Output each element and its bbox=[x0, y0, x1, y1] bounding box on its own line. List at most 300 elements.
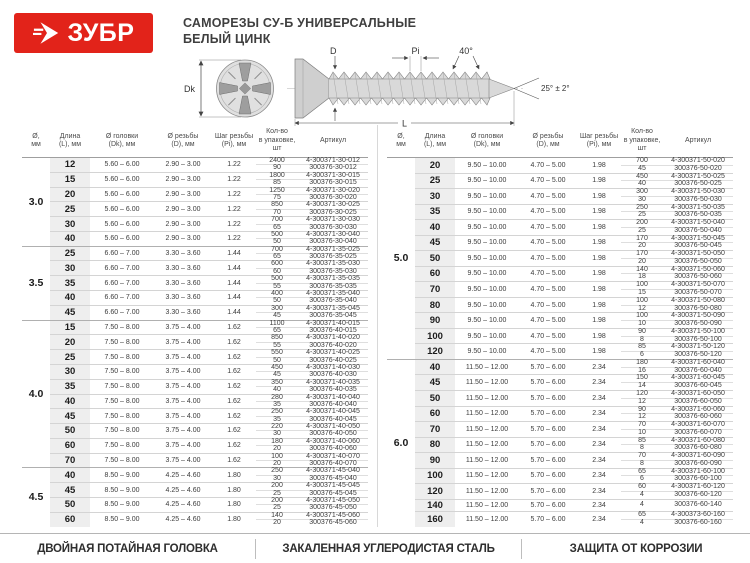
quantity-cell bbox=[256, 202, 298, 217]
article-value: 300376-30-030 bbox=[309, 223, 357, 231]
quantity-value: 40 bbox=[273, 386, 281, 394]
quantity-value: 1100 bbox=[256, 321, 298, 328]
quantity-cell bbox=[621, 344, 663, 360]
quantity-value: 300 bbox=[621, 189, 663, 197]
quantity-value: 250 bbox=[256, 468, 298, 475]
table-row bbox=[22, 305, 368, 320]
article-value: 300376-50-090 bbox=[674, 320, 722, 328]
thread-diameter-cell: 4.70 – 5.00 bbox=[519, 266, 577, 282]
article-value: 4-300371-50-050 bbox=[663, 251, 733, 259]
length-cell: 100 bbox=[415, 328, 455, 344]
table-row bbox=[22, 320, 368, 335]
thread-pitch-cell: 1.80 bbox=[212, 468, 256, 483]
thread-pitch-cell: 1.62 bbox=[212, 320, 256, 335]
table-row bbox=[387, 375, 733, 391]
head-diameter-cell: 7.50 – 8.00 bbox=[90, 409, 154, 424]
thread-pitch-cell: 1.62 bbox=[212, 394, 256, 409]
article-value: 300376-30-015 bbox=[309, 179, 357, 187]
quantity-value: 4 bbox=[640, 490, 644, 498]
article-value: 300376-60-090 bbox=[674, 459, 722, 467]
thread-diameter-cell: 3.30 – 3.60 bbox=[154, 261, 212, 276]
diameter-group-label: 6.0 bbox=[387, 359, 415, 526]
article-value: 4-300371-60-060 bbox=[663, 407, 733, 415]
article-value: 300376-50-070 bbox=[674, 289, 722, 297]
table-row bbox=[22, 246, 368, 261]
quantity-cell bbox=[621, 235, 663, 251]
thread-diameter-cell: 4.70 – 5.00 bbox=[519, 235, 577, 251]
article-value: 300376-60-100 bbox=[674, 475, 722, 483]
article-value: 300376-35-030 bbox=[309, 267, 357, 275]
quantity-value: 700 bbox=[621, 158, 663, 166]
table-row bbox=[22, 261, 368, 276]
article-value: 300376-60-070 bbox=[674, 428, 722, 436]
quantity-cell bbox=[256, 483, 298, 498]
article-cell bbox=[298, 483, 368, 498]
brand-logo bbox=[14, 13, 153, 53]
head-diameter-cell: 8.50 – 9.00 bbox=[90, 468, 154, 483]
head-diameter-cell: 6.60 – 7.00 bbox=[90, 305, 154, 320]
head-diameter-cell: 11.50 – 12.00 bbox=[455, 453, 519, 469]
length-cell: 45 bbox=[50, 409, 90, 424]
table-row bbox=[387, 313, 733, 329]
quantity-cell bbox=[256, 261, 298, 276]
thread-diameter-cell: 3.75 – 4.00 bbox=[154, 364, 212, 379]
quantity-value: 18 bbox=[638, 273, 646, 281]
length-cell: 60 bbox=[50, 512, 90, 526]
feature-footer bbox=[0, 533, 750, 563]
article-cell bbox=[298, 305, 368, 320]
length-cell: 40 bbox=[415, 359, 455, 375]
article-value: 4-300371-30-030 bbox=[298, 217, 368, 224]
column-header-line: Длина bbox=[424, 132, 446, 140]
head-diameter-cell: 8.50 – 9.00 bbox=[90, 497, 154, 512]
quantity-value: 50 bbox=[273, 356, 281, 364]
head-diameter-cell: 11.50 – 12.00 bbox=[455, 375, 519, 391]
table-row bbox=[387, 453, 733, 469]
quantity-value: 12 bbox=[638, 413, 646, 421]
length-cell: 40 bbox=[50, 291, 90, 306]
article-value: 4-300371-40-020 bbox=[298, 335, 368, 342]
article-value: 300376-50-030 bbox=[674, 195, 722, 203]
column-header-line: (Pi), мм bbox=[221, 141, 247, 148]
thread-pitch-cell: 1.44 bbox=[212, 291, 256, 306]
quantity-value: 200 bbox=[256, 483, 298, 490]
quantity-value: 6 bbox=[640, 475, 644, 483]
column-header-line: Длина bbox=[59, 132, 81, 140]
thread-diameter-cell: 3.75 – 4.00 bbox=[154, 438, 212, 453]
article-value: 300376-50-045 bbox=[674, 242, 722, 250]
quantity-value: 20 bbox=[638, 242, 646, 250]
length-cell: 20 bbox=[50, 335, 90, 350]
article-cell bbox=[298, 497, 368, 512]
length-cell: 50 bbox=[415, 390, 455, 406]
thread-pitch-cell: 2.34 bbox=[577, 422, 621, 438]
head-diameter-cell: 9.50 – 10.00 bbox=[455, 328, 519, 344]
quantity-value: 300 bbox=[256, 306, 298, 313]
length-cell: 45 bbox=[415, 235, 455, 251]
table-row bbox=[387, 468, 733, 484]
article-value: 300376-50-060 bbox=[674, 273, 722, 281]
head-diameter-cell: 7.50 – 8.00 bbox=[90, 350, 154, 365]
column-header bbox=[22, 125, 50, 158]
article-cell bbox=[663, 235, 733, 251]
article-cell bbox=[298, 276, 368, 291]
table-row bbox=[22, 276, 368, 291]
article-value: 4-300373-60-160 bbox=[663, 512, 733, 520]
head-diameter-cell: 9.50 – 10.00 bbox=[455, 297, 519, 313]
article-value: 300376-40-035 bbox=[309, 386, 357, 394]
quantity-cell bbox=[621, 422, 663, 438]
article-cell bbox=[298, 320, 368, 335]
thread-diameter-cell: 3.30 – 3.60 bbox=[154, 246, 212, 261]
quantity-value: 200 bbox=[256, 498, 298, 505]
article-value: 300376-35-045 bbox=[309, 312, 357, 320]
quantity-cell bbox=[621, 375, 663, 391]
column-header-line: Шаг резьбы bbox=[579, 132, 619, 140]
quantity-value: 25 bbox=[638, 226, 646, 234]
thread-diameter-cell: 5.70 – 6.00 bbox=[519, 499, 577, 511]
article-cell bbox=[298, 291, 368, 306]
length-cell: 30 bbox=[50, 217, 90, 232]
column-header bbox=[415, 125, 455, 158]
thread-pitch-cell: 2.34 bbox=[577, 499, 621, 511]
head-diameter-cell: 7.50 – 8.00 bbox=[90, 424, 154, 439]
article-cell bbox=[663, 204, 733, 220]
article-value: 300376-50-050 bbox=[674, 257, 722, 265]
label-d: D bbox=[330, 46, 337, 56]
diameter-group-label: 4.5 bbox=[22, 468, 50, 527]
quantity-value: 10 bbox=[638, 320, 646, 328]
quantity-value: 60 bbox=[273, 267, 281, 275]
quantity-value: 8 bbox=[640, 335, 644, 343]
table-row bbox=[22, 394, 368, 409]
thread-pitch-cell: 1.98 bbox=[577, 344, 621, 360]
length-cell: 90 bbox=[415, 453, 455, 469]
tables-divider bbox=[377, 125, 378, 527]
diameter-group-label: 3.5 bbox=[22, 246, 50, 320]
quantity-value: 6 bbox=[640, 351, 644, 359]
article-value: 300376-40-050 bbox=[309, 430, 357, 438]
thread-diameter-cell: 4.25 – 4.60 bbox=[154, 497, 212, 512]
table-row bbox=[387, 499, 733, 511]
article-cell bbox=[298, 261, 368, 276]
article-value: 4-300371-40-025 bbox=[298, 350, 368, 357]
quantity-value: 180 bbox=[256, 439, 298, 446]
screw-head-top-view bbox=[212, 55, 278, 121]
table-row bbox=[22, 158, 368, 173]
length-cell: 50 bbox=[415, 251, 455, 267]
quantity-value: 400 bbox=[256, 291, 298, 298]
page-title bbox=[183, 15, 416, 47]
quantity-cell bbox=[256, 231, 298, 246]
thread-diameter-cell: 3.75 – 4.00 bbox=[154, 394, 212, 409]
quantity-value: 200 bbox=[621, 220, 663, 228]
quantity-value: 65 bbox=[621, 469, 663, 477]
diameter-group-label: 3.0 bbox=[28, 195, 44, 208]
article-value: 4-300371-60-090 bbox=[663, 453, 733, 461]
quantity-value: 50 bbox=[273, 238, 281, 246]
thread-pitch-cell: 2.34 bbox=[577, 359, 621, 375]
length-cell: 25 bbox=[50, 202, 90, 217]
quantity-value: 8 bbox=[640, 459, 644, 467]
thread-diameter-cell: 4.25 – 4.60 bbox=[154, 483, 212, 498]
head-diameter-cell: 6.60 – 7.00 bbox=[90, 246, 154, 261]
thread-pitch-cell: 1.22 bbox=[212, 202, 256, 217]
article-value: 300376-40-015 bbox=[309, 326, 357, 334]
quantity-cell bbox=[621, 359, 663, 375]
label-length: L bbox=[401, 118, 408, 129]
table-row bbox=[22, 202, 368, 217]
thread-pitch-cell: 1.98 bbox=[577, 328, 621, 344]
article-value: 4-300371-50-070 bbox=[663, 282, 733, 290]
table-row bbox=[22, 424, 368, 439]
quantity-value: 500 bbox=[256, 232, 298, 239]
spec-table-right bbox=[387, 125, 733, 527]
article-cell bbox=[298, 202, 368, 217]
screw-diagram bbox=[183, 45, 575, 129]
article-cell bbox=[298, 512, 368, 526]
thread-diameter-cell: 3.30 – 3.60 bbox=[154, 305, 212, 320]
quantity-value: 70 bbox=[273, 208, 281, 216]
thread-pitch-cell: 1.62 bbox=[212, 364, 256, 379]
quantity-cell bbox=[621, 328, 663, 344]
head-diameter-cell: 5.60 – 6.00 bbox=[90, 231, 154, 246]
article-value: 300376-50-040 bbox=[674, 226, 722, 234]
head-diameter-cell: 9.50 – 10.00 bbox=[455, 282, 519, 298]
article-value: 4-300371-50-030 bbox=[663, 189, 733, 197]
length-cell: 70 bbox=[50, 453, 90, 468]
thread-pitch-cell: 1.62 bbox=[212, 335, 256, 350]
thread-pitch-cell: 1.98 bbox=[577, 189, 621, 205]
quantity-value: 70 bbox=[621, 453, 663, 461]
article-value: 4-300371-50-020 bbox=[663, 158, 733, 166]
article-value: 4-300371-50-025 bbox=[663, 174, 733, 182]
thread-pitch-cell: 1.98 bbox=[577, 266, 621, 282]
length-cell: 140 bbox=[415, 499, 455, 511]
quantity-cell bbox=[621, 251, 663, 267]
thread-diameter-cell: 5.70 – 6.00 bbox=[519, 468, 577, 484]
article-value: 4-300371-60-045 bbox=[663, 375, 733, 383]
thread-diameter-cell: 5.70 – 6.00 bbox=[519, 359, 577, 375]
thread-pitch-cell: 1.98 bbox=[577, 173, 621, 189]
article-value: 300376-50-100 bbox=[674, 335, 722, 343]
article-cell bbox=[663, 406, 733, 422]
head-diameter-cell: 11.50 – 12.00 bbox=[455, 468, 519, 484]
table-row bbox=[22, 512, 368, 526]
page-title-line1: САМОРЕЗЫ СУ-Б УНИВЕРСАЛЬНЫЕ bbox=[183, 16, 417, 30]
quantity-value: 100 bbox=[621, 282, 663, 290]
quantity-value: 120 bbox=[621, 391, 663, 399]
quantity-cell bbox=[256, 512, 298, 526]
article-value: 300376-45-045 bbox=[309, 489, 357, 497]
thread-pitch-cell: 1.62 bbox=[212, 438, 256, 453]
thread-pitch-cell: 1.98 bbox=[577, 204, 621, 220]
article-value: 4-300371-50-035 bbox=[663, 205, 733, 213]
length-cell: 12 bbox=[50, 158, 90, 173]
quantity-value: 65 bbox=[273, 326, 281, 334]
article-cell bbox=[663, 251, 733, 267]
head-diameter-cell: 5.60 – 6.00 bbox=[90, 187, 154, 202]
article-value: 300376-30-020 bbox=[309, 193, 357, 201]
article-value: 300376-40-040 bbox=[309, 400, 357, 408]
quantity-value: 45 bbox=[273, 312, 281, 320]
thread-diameter-cell: 5.70 – 6.00 bbox=[519, 437, 577, 453]
article-cell bbox=[663, 297, 733, 313]
table-row bbox=[387, 390, 733, 406]
thread-diameter-cell: 3.75 – 4.00 bbox=[154, 320, 212, 335]
article-cell bbox=[663, 422, 733, 438]
quantity-cell bbox=[621, 453, 663, 469]
thread-diameter-cell: 4.70 – 5.00 bbox=[519, 328, 577, 344]
article-value: 4-300371-50-060 bbox=[663, 267, 733, 275]
length-cell: 70 bbox=[415, 422, 455, 438]
quantity-cell bbox=[256, 172, 298, 187]
head-diameter-cell: 11.50 – 12.00 bbox=[455, 499, 519, 511]
column-header-line: Ø головки bbox=[470, 132, 504, 140]
article-cell bbox=[298, 453, 368, 468]
length-cell: 50 bbox=[50, 424, 90, 439]
table-row bbox=[387, 297, 733, 313]
length-cell: 70 bbox=[415, 282, 455, 298]
quantity-cell bbox=[256, 276, 298, 291]
article-cell bbox=[298, 468, 368, 483]
thread-diameter-cell: 5.70 – 6.00 bbox=[519, 390, 577, 406]
article-value: 4-300371-50-045 bbox=[663, 236, 733, 244]
column-header-line: Ø, bbox=[32, 132, 40, 140]
table-row bbox=[22, 187, 368, 202]
spec-table-left bbox=[22, 125, 368, 527]
article-value: 4-300371-40-050 bbox=[298, 424, 368, 431]
article-cell bbox=[298, 409, 368, 424]
length-cell: 100 bbox=[415, 468, 455, 484]
column-header bbox=[577, 125, 621, 158]
article-value: 300376-50-120 bbox=[674, 351, 722, 359]
quantity-cell bbox=[621, 158, 663, 174]
quantity-value: 170 bbox=[621, 251, 663, 259]
quantity-value: 90 bbox=[621, 329, 663, 337]
quantity-value: 40 bbox=[638, 180, 646, 188]
quantity-value: 45 bbox=[273, 371, 281, 379]
article-value: 4-300371-40-045 bbox=[298, 409, 368, 416]
quantity-value: 100 bbox=[621, 313, 663, 321]
table-row bbox=[387, 220, 733, 236]
head-diameter-cell: 9.50 – 10.00 bbox=[455, 189, 519, 205]
quantity-cell bbox=[256, 187, 298, 202]
quantity-cell bbox=[256, 305, 298, 320]
table-row bbox=[387, 235, 733, 251]
quantity-cell bbox=[256, 246, 298, 261]
head-diameter-cell: 9.50 – 10.00 bbox=[455, 313, 519, 329]
head-diameter-cell: 7.50 – 8.00 bbox=[90, 453, 154, 468]
thread-diameter-cell: 4.70 – 5.00 bbox=[519, 313, 577, 329]
quantity-value: 500 bbox=[256, 276, 298, 283]
table-row bbox=[387, 173, 733, 189]
thread-pitch-cell: 2.34 bbox=[577, 484, 621, 500]
table-row bbox=[387, 484, 733, 500]
article-value: 4-300371-40-035 bbox=[298, 380, 368, 387]
screw-side-view bbox=[287, 59, 523, 118]
feature-corrosion-protection: ЗАЩИТА ОТ КОРРОЗИИ bbox=[569, 543, 703, 555]
article-cell bbox=[663, 359, 733, 375]
length-cell: 90 bbox=[415, 313, 455, 329]
thread-pitch-cell: 1.98 bbox=[577, 251, 621, 267]
head-diameter-cell: 11.50 – 12.00 bbox=[455, 437, 519, 453]
column-header-line: Кол-во bbox=[266, 128, 288, 136]
article-value: 300376-50-020 bbox=[674, 164, 722, 172]
length-cell: 35 bbox=[50, 379, 90, 394]
article-value: 4-300371-30-015 bbox=[298, 173, 368, 180]
label-dk: Dk bbox=[184, 84, 195, 94]
head-diameter-cell: 11.50 – 12.00 bbox=[455, 359, 519, 375]
article-cell bbox=[663, 266, 733, 282]
quantity-value: 850 bbox=[256, 335, 298, 342]
quantity-value: 35 bbox=[273, 400, 281, 408]
quantity-cell bbox=[256, 364, 298, 379]
table-row bbox=[22, 379, 368, 394]
article-value: 4-300371-60-120 bbox=[663, 484, 733, 492]
thread-diameter-cell: 3.75 – 4.00 bbox=[154, 409, 212, 424]
quantity-cell bbox=[621, 406, 663, 422]
length-cell: 80 bbox=[415, 297, 455, 313]
length-cell: 30 bbox=[50, 261, 90, 276]
thread-pitch-cell: 2.34 bbox=[577, 468, 621, 484]
quantity-value: 450 bbox=[621, 174, 663, 182]
quantity-cell bbox=[256, 453, 298, 468]
article-cell bbox=[298, 246, 368, 261]
quantity-value: 150 bbox=[621, 375, 663, 383]
length-cell: 60 bbox=[50, 438, 90, 453]
article-cell bbox=[663, 189, 733, 205]
article-cell bbox=[663, 375, 733, 391]
quantity-value: 20 bbox=[273, 519, 281, 527]
table-row bbox=[22, 409, 368, 424]
thread-pitch-cell: 2.34 bbox=[577, 375, 621, 391]
quantity-value: 100 bbox=[621, 298, 663, 306]
article-value: 4-300371-60-080 bbox=[663, 438, 733, 446]
length-cell: 25 bbox=[50, 350, 90, 365]
article-value: 4-300371-45-060 bbox=[298, 513, 368, 520]
article-cell bbox=[663, 499, 733, 511]
article-value: 4-300371-30-020 bbox=[298, 188, 368, 195]
quantity-value: 85 bbox=[273, 179, 281, 187]
thread-pitch-cell: 1.44 bbox=[212, 261, 256, 276]
thread-pitch-cell: 1.62 bbox=[212, 350, 256, 365]
quantity-value: 1250 bbox=[256, 188, 298, 195]
article-value: 300376-60-080 bbox=[674, 444, 722, 452]
length-cell: 80 bbox=[415, 437, 455, 453]
article-value: 4-300371-40-015 bbox=[298, 321, 368, 328]
head-diameter-cell: 9.50 – 10.00 bbox=[455, 204, 519, 220]
thread-diameter-cell: 3.30 – 3.60 bbox=[154, 291, 212, 306]
article-value: 300376-50-035 bbox=[674, 211, 722, 219]
head-diameter-cell: 5.60 – 6.00 bbox=[90, 217, 154, 232]
diameter-group-label: 4.0 bbox=[22, 320, 50, 468]
thread-pitch-cell: 1.62 bbox=[212, 409, 256, 424]
article-value: 300376-60-060 bbox=[674, 413, 722, 421]
column-header-line: (Dk), мм bbox=[108, 141, 136, 148]
thread-diameter-cell: 4.70 – 5.00 bbox=[519, 297, 577, 313]
article-value: 4-300371-40-070 bbox=[298, 454, 368, 461]
quantity-value: 600 bbox=[256, 261, 298, 268]
thread-diameter-cell: 3.75 – 4.00 bbox=[154, 424, 212, 439]
column-header bbox=[212, 125, 256, 158]
table-row bbox=[22, 335, 368, 350]
head-diameter-cell: 6.60 – 7.00 bbox=[90, 291, 154, 306]
article-value: 4-300371-50-080 bbox=[663, 298, 733, 306]
quantity-value: 4 bbox=[640, 500, 644, 508]
diameter-group-label: 5.0 bbox=[393, 252, 409, 265]
page-title-line2: БЕЛЫЙ ЦИНК bbox=[183, 32, 271, 46]
